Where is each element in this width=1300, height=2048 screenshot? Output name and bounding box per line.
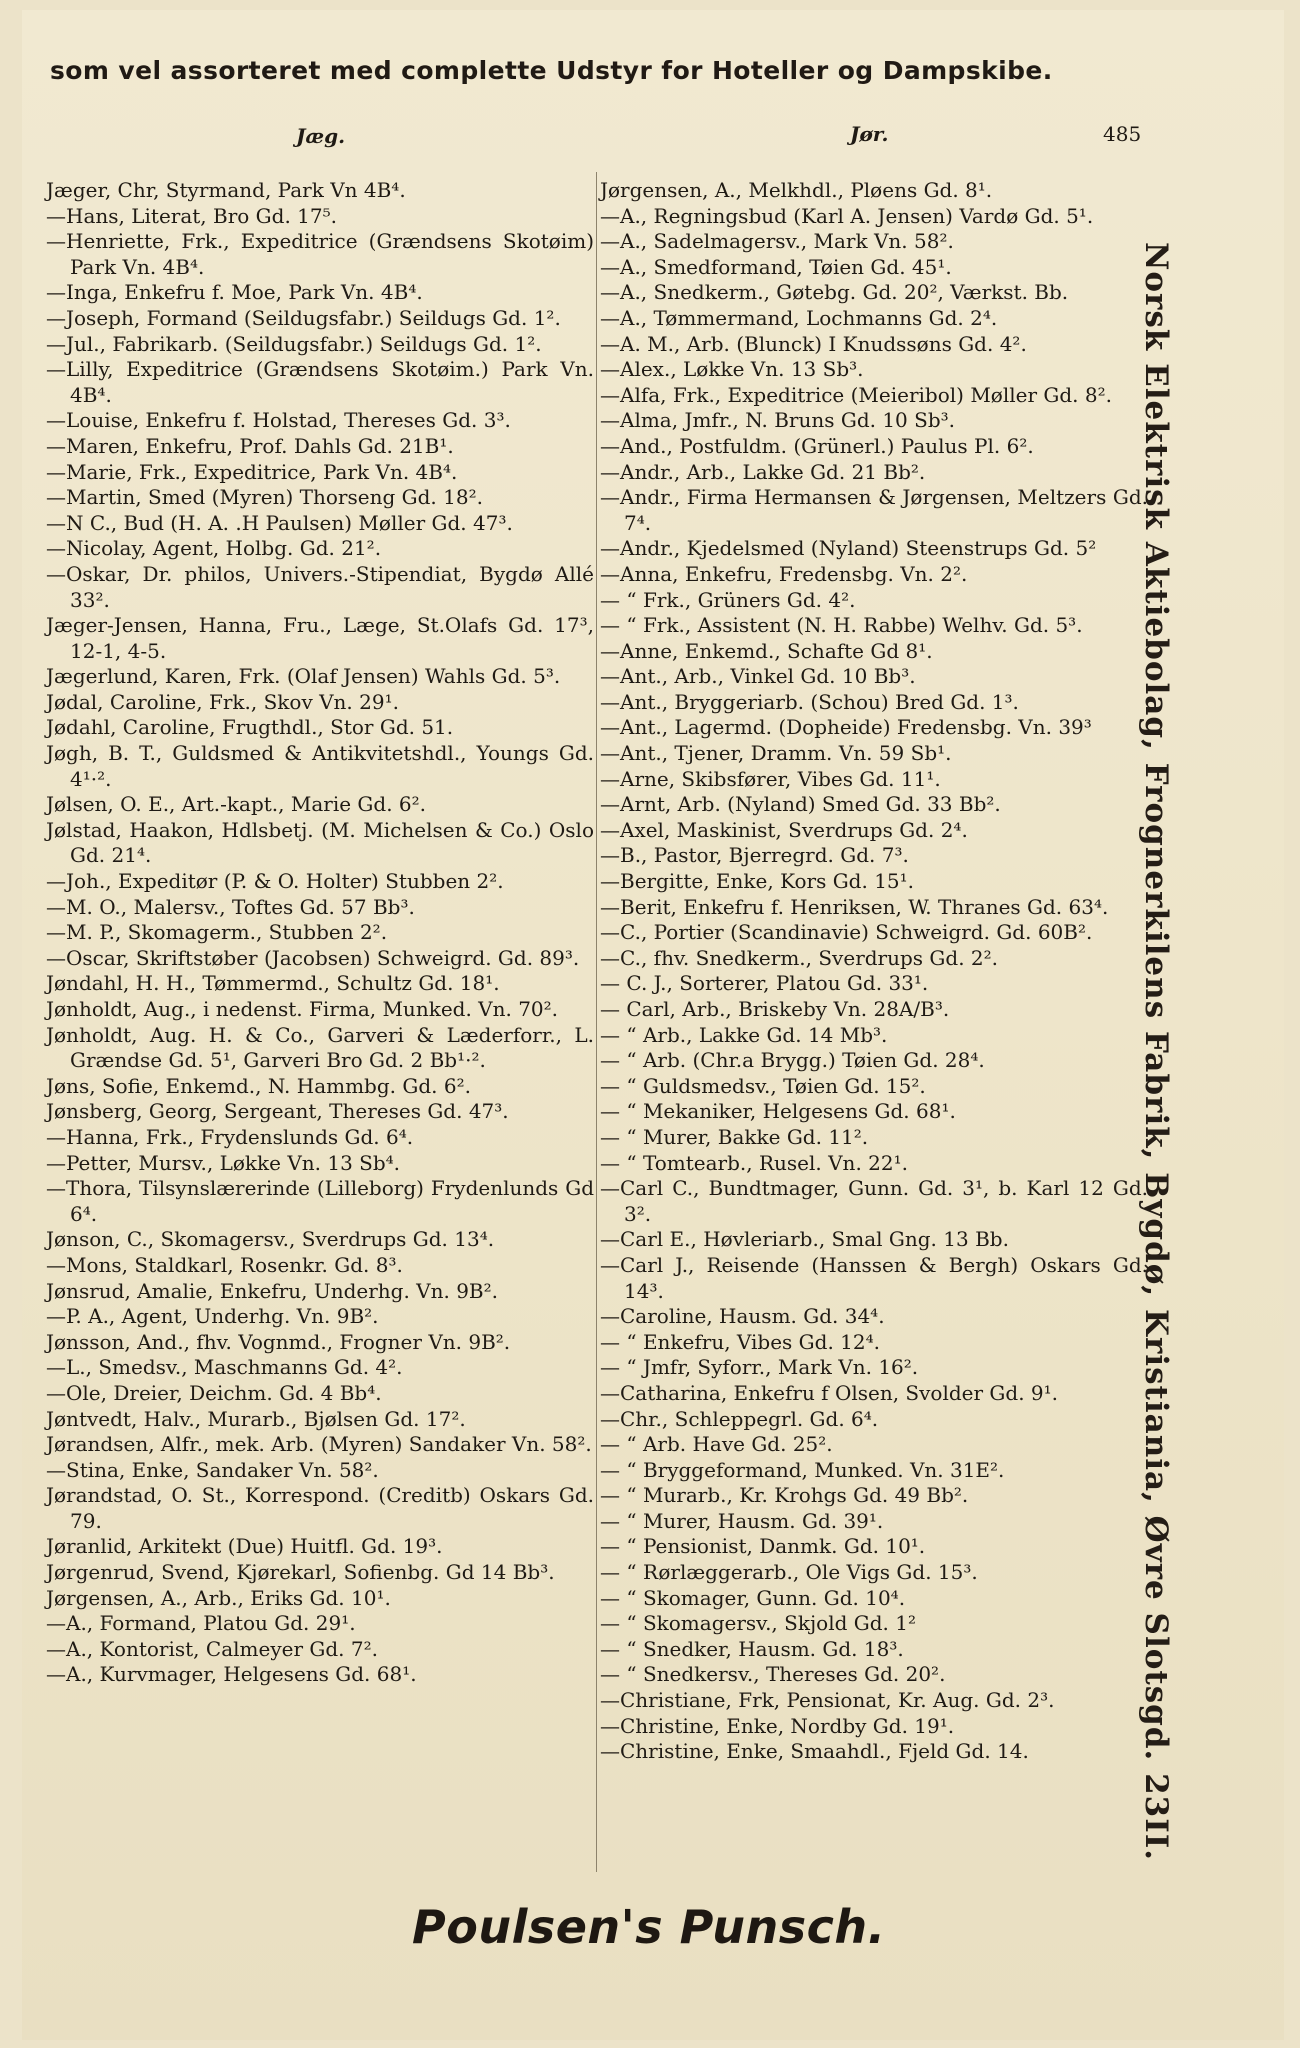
directory-entry: —Christine, Enke, Nordby Gd. 19¹.	[600, 1713, 955, 1738]
directory-entry: —And., Postfuldm. (Grünerl.) Paulus Pl. 6².	[600, 433, 1034, 458]
directory-entry: Jørandstad, O. St., Korrespond. (Creditb) Oskars Gd. 79.	[46, 1483, 594, 1533]
directory-entry: —Jul., Fabrikarb. (Seildugsfabr.) Seildugs Gd. 1².	[46, 331, 542, 356]
directory-entry: —A., Sadelmagersv., Mark Vn. 58².	[600, 229, 954, 254]
directory-entry: — “ Frk., Grüners Gd. 4².	[600, 587, 856, 612]
directory-entry: Jødal, Caroline, Frk., Skov Vn. 29¹.	[46, 689, 399, 714]
directory-entry: —C., Portier (Scandinavie) Schweigrd. Gd. 60B².	[600, 920, 1093, 945]
directory-entry: — “ Mekaniker, Helgesens Gd. 68¹.	[600, 1099, 956, 1124]
directory-entry: Jøranlid, Arkitekt (Due) Huitfl. Gd. 19³.	[46, 1534, 443, 1559]
directory-entry: —Carl E., Høvleriarb., Smal Gng. 13 Bb.	[600, 1227, 1009, 1252]
directory-entry: —Mons, Staldkarl, Rosenkr. Gd. 8³.	[46, 1252, 403, 1277]
directory-entry: — “ Tomtearb., Rusel. Vn. 22¹.	[600, 1150, 908, 1175]
directory-entry: — “ Snedkersv., Thereses Gd. 20².	[600, 1662, 946, 1687]
directory-entry: Jøntvedt, Halv., Murarb., Bjølsen Gd. 17².	[46, 1406, 466, 1431]
directory-entry: Jønsberg, Georg, Sergeant, Thereses Gd. 47³.	[46, 1099, 509, 1124]
directory-entry: —Maren, Enkefru, Prof. Dahls Gd. 21B¹.	[46, 433, 454, 458]
directory-entry: — “ Murer, Bakke Gd. 11².	[600, 1124, 869, 1149]
directory-entry: Jøndahl, H. H., Tømmermd., Schultz Gd. 18¹.	[46, 971, 500, 996]
directory-entry: — “ Arb. (Chr.a Brygg.) Tøien Gd. 28⁴.	[600, 1048, 985, 1073]
directory-entry: —Martin, Smed (Myren) Thorseng Gd. 18².	[46, 485, 483, 510]
directory-entry: —A., Kontorist, Calmeyer Gd. 7².	[46, 1636, 378, 1661]
directory-entry: — “ Guldsmedsv., Tøien Gd. 15².	[600, 1073, 926, 1098]
directory-entry: — “ Skomagersv., Skjold Gd. 1²	[600, 1611, 917, 1636]
directory-entry: —Joh., Expeditør (P. & O. Holter) Stubben 2².	[46, 869, 504, 894]
directory-entry: —Carl C., Bundtmager, Gunn. Gd. 3¹, b. Karl 12 Gd. 3².	[600, 1176, 1148, 1226]
directory-entry: Jørandsen, Alfr., mek. Arb. (Myren) Sandaker Vn. 58².	[46, 1432, 592, 1457]
directory-entry: —Joseph, Formand (Seildugsfabr.) Seildugs Gd. 1².	[46, 305, 561, 330]
directory-entry: — Carl, Arb., Briskeby Vn. 28A/B³.	[600, 997, 950, 1021]
directory-entry: —Ant., Bryggeriarb. (Schou) Bred Gd. 1³.	[600, 689, 1019, 714]
directory-entry: —Hans, Literat, Bro Gd. 17⁵.	[46, 203, 337, 228]
directory-entry: —P. A., Agent, Underhg. Vn. 9B².	[46, 1304, 379, 1329]
directory-entry: Jølstad, Haakon, Hdlsbetj. (M. Michelsen & Co.) Oslo Gd. 21⁴.	[46, 817, 594, 868]
directory-entry: Jægerlund, Karen, Frk. (Olaf Jensen) Wahls Gd. 5³.	[46, 664, 561, 689]
directory-entry: —A., Kurvmager, Helgesens Gd. 68¹.	[46, 1662, 417, 1687]
directory-entry: —B., Pastor, Bjerregrd. Gd. 7³.	[600, 843, 909, 868]
directory-entry: Jæger-Jensen, Hanna, Fru., Læge, St.Olafs Gd. 17³, 12-1, 4-5.	[46, 613, 594, 663]
directory-entry: —Nicolay, Agent, Holbg. Gd. 21².	[46, 536, 382, 561]
directory-entry: —Oskar, Dr. philos, Univers.-Stipendiat, Bygdø Allé 33².	[46, 561, 594, 612]
directory-entry: Jønholdt, Aug. H. & Co., Garveri & Læderforr., L. Grændse Gd. 5¹, Garveri Bro Gd. 2 Bb¹·².	[46, 1022, 594, 1073]
directory-entry: — C. J., Sorterer, Platou Gd. 33¹.	[600, 971, 929, 996]
directory-entry: —A. M., Arb. (Blunck) I Knudssøns Gd. 4².	[600, 331, 1027, 356]
left-column	[46, 178, 594, 1688]
directory-entry: —Chr., Schleppegrl. Gd. 6⁴.	[600, 1406, 879, 1431]
top-advertisement: som vel assorteret med complette Udstyr for Hoteller og Dampskibe.	[50, 56, 1053, 85]
directory-entry: —N C., Bud (H. A. .H Paulsen) Møller Gd. 47³.	[46, 510, 513, 535]
directory-entry: —Lilly, Expeditrice (Grændsens Skotøim.) Park Vn. 4B⁴.	[46, 357, 594, 407]
directory-entry: —A., Formand, Platou Gd. 29¹.	[46, 1611, 356, 1636]
directory-entry: — “ Rørlæggerarb., Ole Vigs Gd. 15³.	[600, 1560, 978, 1585]
directory-entry: —Oscar, Skriftstøber (Jacobsen) Schweigrd. Gd. 89³.	[46, 945, 580, 970]
directory-entry: Jønholdt, Aug., i nedenst. Firma, Munked. Vn. 70².	[46, 997, 559, 1021]
directory-entry: — “ Bryggeformand, Munked. Vn. 31E².	[600, 1457, 1005, 1482]
directory-entry: —Arnt, Arb. (Nyland) Smed Gd. 33 Bb².	[600, 792, 1001, 817]
side-advertisement: Norsk Elektrisk Aktiebolag, Frognerkilens Fabrik, Bygdø, Kristiania, Øvre Slotsgd. 23II.	[1138, 242, 1174, 1862]
directory-entry: — “ Arb., Lakke Gd. 14 Mb³.	[600, 1022, 888, 1047]
directory-entry: Jørgenrud, Svend, Kjørekarl, Sofienbg. Gd 14 Bb³.	[46, 1560, 555, 1585]
directory-entry: —Christiane, Frk, Pensionat, Kr. Aug. Gd. 2³.	[600, 1688, 1055, 1713]
directory-entry: —Alfa, Frk., Expeditrice (Meieribol) Møller Gd. 8².	[600, 382, 1112, 407]
directory-entry: —M. P., Skomagerm., Stubben 2².	[46, 920, 388, 945]
directory-entry: —Ole, Dreier, Deichm. Gd. 4 Bb⁴.	[46, 1380, 382, 1405]
directory-entry: —Alex., Løkke Vn. 13 Sb³.	[600, 357, 864, 382]
directory-entry: —Louise, Enkefru f. Holstad, Thereses Gd. 3³.	[46, 408, 511, 433]
directory-entry: —Berit, Enkefru f. Henriksen, W. Thranes Gd. 63⁴.	[600, 894, 1109, 919]
left-guide-word: Jæg.	[296, 124, 346, 148]
directory-entry: —Axel, Maskinist, Sverdrups Gd. 2⁴.	[600, 817, 968, 842]
directory-entry: Jølsen, O. E., Art.-kapt., Marie Gd. 6².	[46, 792, 427, 817]
page-number: 485	[1103, 122, 1142, 146]
directory-entry: —Inga, Enkefru f. Moe, Park Vn. 4B⁴.	[46, 280, 423, 305]
directory-entry: —Andr., Firma Hermansen & Jørgensen, Meltzers Gd. 7⁴.	[600, 485, 1148, 535]
directory-entry: Jønsson, And., fhv. Vognmd., Frogner Vn. 9B².	[46, 1329, 511, 1354]
directory-entry: —Petter, Mursv., Løkke Vn. 13 Sb⁴.	[46, 1150, 401, 1175]
directory-entry: —Anna, Enkefru, Fredensbg. Vn. 2².	[600, 561, 968, 586]
directory-entry: — “ Arb. Have Gd. 25².	[600, 1432, 833, 1457]
directory-entry: — “ Jmfr, Syforr., Mark Vn. 16².	[600, 1355, 919, 1380]
directory-entry: —Marie, Frk., Expeditrice, Park Vn. 4B⁴.	[46, 459, 458, 484]
directory-entry: —Andr., Kjedelsmed (Nyland) Steenstrups Gd. 5²	[600, 536, 1097, 561]
directory-entry: —Catharina, Enkefru f Olsen, Svolder Gd. 9¹.	[600, 1380, 1059, 1405]
directory-entry: —Alma, Jmfr., N. Bruns Gd. 10 Sb³.	[600, 408, 956, 433]
directory-entry: —Carl J., Reisende (Hanssen & Bergh) Oskars Gd. 14³.	[600, 1252, 1148, 1303]
directory-entry: —Arne, Skibsfører, Vibes Gd. 11¹.	[600, 766, 941, 791]
directory-entry: —L., Smedsv., Maschmanns Gd. 4².	[46, 1355, 403, 1380]
right-guide-word: Jør.	[850, 122, 889, 146]
directory-entry: —C., fhv. Snedkerm., Sverdrups Gd. 2².	[600, 945, 999, 970]
directory-entry: —A., Smedformand, Tøien Gd. 45¹.	[600, 254, 952, 279]
directory-entry: —A., Snedkerm., Gøtebg. Gd. 20², Værkst. Bb.	[600, 280, 1069, 305]
directory-entry: —A., Tømmermand, Lochmanns Gd. 2⁴.	[600, 305, 998, 330]
directory-entry: Jørgensen, A., Melkhdl., Pløens Gd. 8¹.	[600, 178, 993, 202]
directory-entry: — “ Murer, Hausm. Gd. 39¹.	[600, 1508, 884, 1533]
directory-entry: Jørgensen, A., Arb., Eriks Gd. 10¹.	[46, 1585, 391, 1610]
directory-entry: — “ Snedker, Hausm. Gd. 18³.	[600, 1636, 904, 1661]
directory-entry: —Andr., Arb., Lakke Gd. 21 Bb².	[600, 459, 926, 484]
directory-entry: — “ Pensionist, Danmk. Gd. 10¹.	[600, 1534, 926, 1559]
bottom-advertisement: Poulsen's Punsch.	[412, 1900, 886, 1954]
directory-entry: —Ant., Arb., Vinkel Gd. 10 Bb³.	[600, 664, 916, 689]
directory-entry: Jæger, Chr, Styrmand, Park Vn 4B⁴.	[46, 178, 406, 202]
directory-entry: —Anne, Enkemd., Schafte Gd 8¹.	[600, 638, 933, 663]
column-divider	[596, 172, 597, 1872]
directory-entry: — “ Frk., Assistent (N. H. Rabbe) Welhv. Gd. 5³.	[600, 613, 1083, 638]
directory-entry: Jødahl, Caroline, Frugthdl., Stor Gd. 51.	[46, 715, 454, 740]
right-column	[600, 178, 1148, 1765]
directory-entry: — “ Murarb., Kr. Krohgs Gd. 49 Bb².	[600, 1483, 969, 1508]
directory-entry: — “ Skomager, Gunn. Gd. 10⁴.	[600, 1585, 906, 1610]
directory-entry: Jønson, C., Skomagersv., Sverdrups Gd. 13⁴.	[46, 1227, 495, 1252]
directory-entry: —Stina, Enke, Sandaker Vn. 58².	[46, 1457, 379, 1482]
directory-entry: Jøgh, B. T., Guldsmed & Antikvitetshdl., Youngs Gd. 4¹·².	[46, 741, 594, 791]
directory-entry: —Thora, Tilsynslærerinde (Lilleborg) Frydenlunds Gd 6⁴.	[46, 1176, 594, 1226]
directory-entry: —Henriette, Frk., Expeditrice (Grændsens Skotøim) Park Vn. 4B⁴.	[46, 229, 594, 279]
directory-entry: Jøns, Sofie, Enkemd., N. Hammbg. Gd. 6².	[46, 1073, 471, 1098]
directory-entry: —A., Regningsbud (Karl A. Jensen) Vardø Gd. 5¹.	[600, 203, 1094, 228]
directory-entry: —Ant., Tjener, Dramm. Vn. 59 Sb¹.	[600, 741, 952, 766]
directory-entry: —Caroline, Hausm. Gd. 34⁴.	[600, 1304, 885, 1329]
directory-entry: —M. O., Malersv., Toftes Gd. 57 Bb³.	[46, 894, 415, 919]
directory-entry: —Christine, Enke, Smaahdl., Fjeld Gd. 14.	[600, 1739, 1029, 1764]
directory-entry: —Ant., Lagermd. (Dopheide) Fredensbg. Vn. 39³	[600, 715, 1092, 740]
directory-entry: Jønsrud, Amalie, Enkefru, Underhg. Vn. 9B².	[46, 1278, 499, 1303]
directory-entry: — “ Enkefru, Vibes Gd. 12⁴.	[600, 1329, 880, 1354]
directory-entry: —Hanna, Frk., Frydenslunds Gd. 6⁴.	[46, 1124, 414, 1149]
directory-entry: —Bergitte, Enke, Kors Gd. 15¹.	[600, 869, 915, 894]
